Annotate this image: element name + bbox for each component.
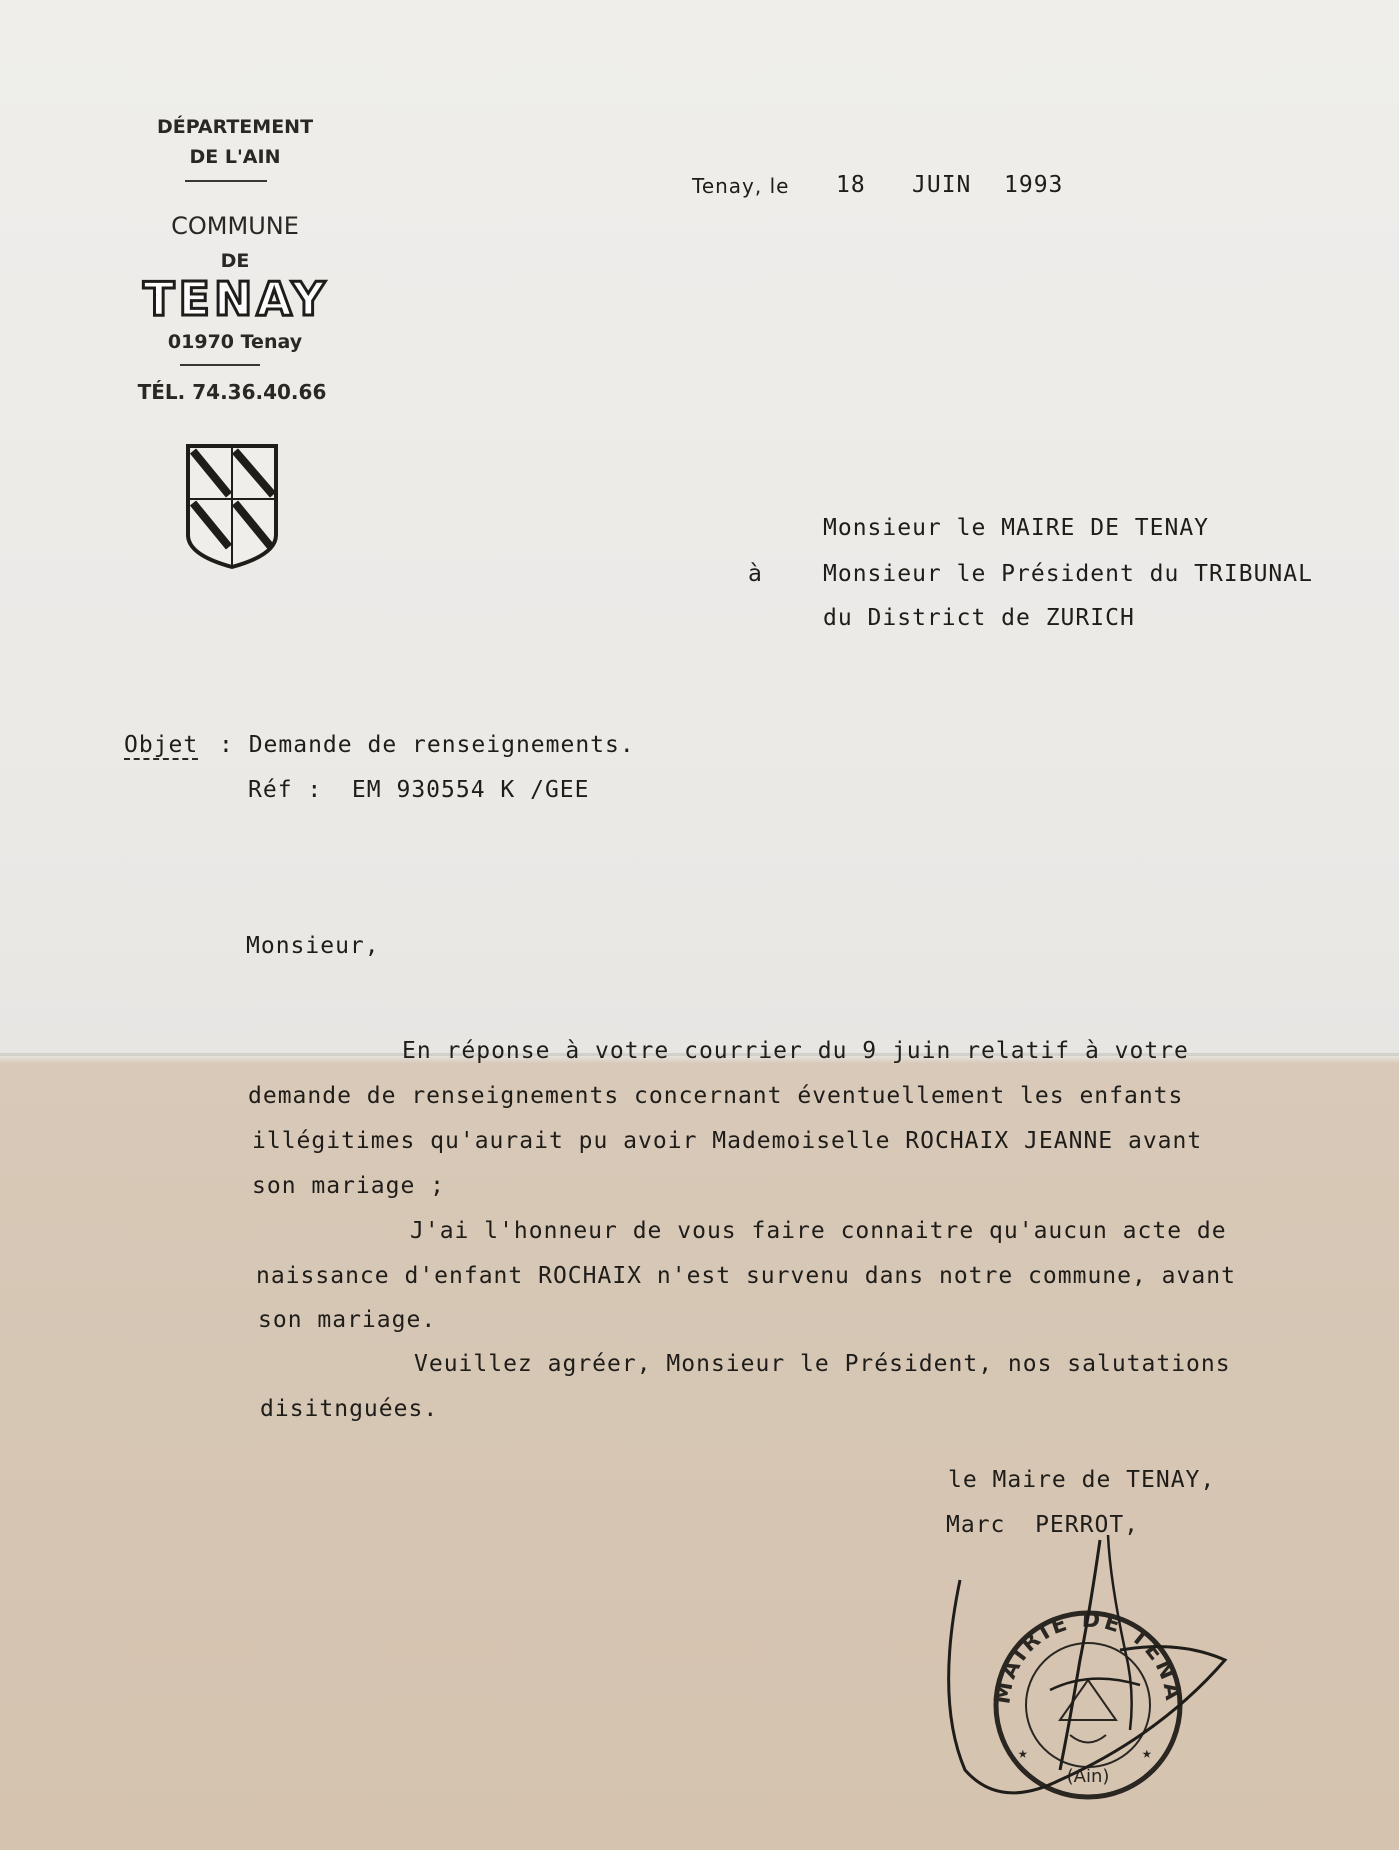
reference: Réf : EM 930554 K /GEE [248, 777, 590, 803]
postal-address: 01970 Tenay [167, 331, 303, 353]
telephone: TÉL. 74.36.40.66 [137, 380, 327, 404]
body-line-7: son mariage. [258, 1307, 437, 1333]
department-line-2: DE L'AIN [189, 146, 281, 168]
recipient-a: à [748, 561, 763, 587]
body-line-8: Veuillez agréer, Monsieur le Président, nos salutations [414, 1351, 1231, 1377]
subject-text: : Demande de renseignements. [219, 732, 635, 758]
signatory-name: Marc PERROT, [946, 1512, 1140, 1538]
show-through-text [960, 90, 1198, 115]
signatory-title: le Maire de TENAY, [948, 1467, 1216, 1493]
town-logo: TENAY [143, 272, 329, 326]
department-line-1: DÉPARTEMENT [156, 116, 314, 138]
date-month: JUIN [912, 172, 972, 198]
subject-label [124, 732, 198, 758]
coat-of-arms-icon [185, 443, 279, 575]
commune-label: COMMUNE [171, 212, 299, 240]
official-stamp [940, 1520, 1240, 1810]
sender-line: Monsieur le MAIRE DE TENAY [823, 515, 1210, 541]
svg-text:★: ★ [1142, 1743, 1152, 1762]
date-place: Tenay, le [692, 174, 790, 198]
body-line-2: demande de renseignements concernant éventuellement les enfants [248, 1083, 1184, 1109]
body-line-6: naissance d'enfant ROCHAIX n'est survenu dans notre commune, avant [256, 1263, 1236, 1289]
svg-text:★: ★ [1018, 1743, 1028, 1762]
body-line-4: son mariage ; [252, 1173, 446, 1199]
body-line-9: disitnguées. [260, 1396, 439, 1422]
body-line-5: J'ai l'honneur de vous faire connaitre qu'aucun acte de [410, 1218, 1227, 1244]
subject-label-text: Objet [124, 732, 199, 758]
body-line-3: illégitimes qu'aurait pu avoir Mademoiselle ROCHAIX JEANNE avant [252, 1128, 1203, 1154]
recipient-line-1: Monsieur le Président du TRIBUNAL [823, 561, 1313, 587]
letterhead-divider [185, 180, 267, 182]
body-line-1: En réponse à votre courrier du 9 juin relatif à votre [402, 1038, 1189, 1064]
letterhead-divider-2 [180, 364, 260, 366]
stamp-text: MAIRIE DE TENA [990, 1607, 1186, 1706]
svg-text:MAIRIE DE TENAY [940, 1536, 1185, 1706]
commune-de: DE [220, 250, 250, 272]
date-day: 18 [836, 172, 866, 198]
date-year: 1993 [1004, 172, 1064, 198]
recipient-line-2: du District de ZURICH [823, 605, 1135, 631]
salutation: Monsieur, [246, 933, 380, 959]
stamp-bottom-text: (Ain) [1066, 1766, 1110, 1787]
